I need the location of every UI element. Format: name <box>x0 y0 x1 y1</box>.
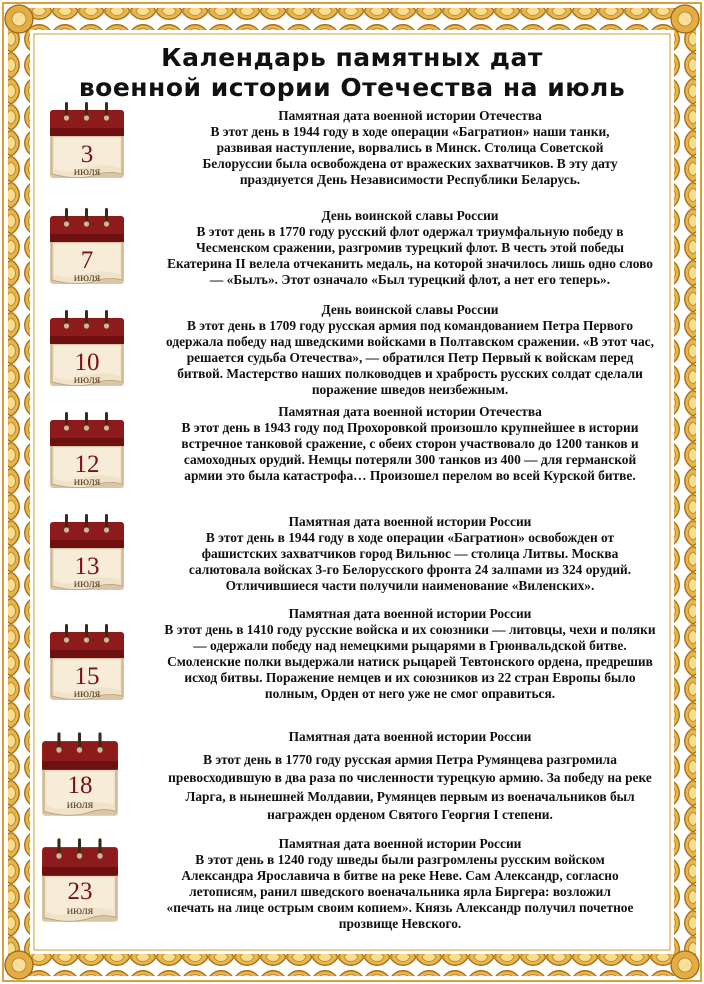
entry-text: В этот день в 1709 году русская армия под командованием Петра Первого одержала победу над шведскими войсками в Полтавском сражении. «В этот час, решается судьба Отечества», — обратился Петр Первый к войскам перед битвой. Мастерство наших полководцев и храбрость русских солдат сделали поражение шведов неизбежным. <box>166 318 654 398</box>
calendar-icon-jul-15 <box>48 620 126 702</box>
entry-jul-3 <box>150 108 670 188</box>
entry-text: В этот день в 1770 году русский флот одержал триумфальную победу в Чесменском сражении, разгромив турецкий флот. В честь этой победы Екатерина II велела отчеканить медаль, на которой значилось лишь одно слово — «Былъ». Этот означало «Был турецкий флот, а нет его теперь». <box>167 224 653 288</box>
entry-text: В этот день в 1240 году шведы были разгромлены русским войском Александра Ярославича в битве на реке Неве. Сам Александр, согласно летописям, ранил шведского военачальника ярла Биргера: возложил «печать на лице острым своим копием». Князь Александр получил почетное прозвище Невского. <box>166 852 634 932</box>
calendar-day: 13 <box>74 553 100 580</box>
page-title-line-1: Календарь памятных дат <box>161 43 543 72</box>
entry-heading: Памятная дата военной истории России <box>278 836 522 851</box>
entry-text: В этот день в 1944 году в ходе операции «Багратион» освобожден от фашистских захватчиков город Вильнюс — столица Литвы. Москва салютовала войсках 3-го Белорусского фронта 24 залпами из 324 орудий. Отличившиеся части получили наименование «Виленских». <box>188 530 632 594</box>
calendar-icon-jul-13 <box>48 510 126 592</box>
calendar-month: июля <box>66 903 94 917</box>
entry-jul-10 <box>150 302 670 399</box>
entry-heading: Памятная дата военной истории Отечества <box>278 404 542 419</box>
entry-jul-18 <box>150 728 670 825</box>
entry-heading: Памятная дата военной истории России <box>288 514 532 529</box>
entry-text: В этот день в 1944 году в ходе операции «Багратион» наши танки, развивая наступление, ворвались в Минск. Столица Советской Белоруссии была освобождена от вражеских захватчиков. В эту дату празднуется День Независимости Республики Беларусь. <box>202 124 618 188</box>
entry-heading: День воинской славы России <box>321 208 499 223</box>
calendar-day: 7 <box>80 247 94 274</box>
calendar-month: июля <box>73 270 101 284</box>
calendar-icon-jul-3 <box>48 98 126 180</box>
calendar-day: 18 <box>67 772 93 799</box>
calendar-month: июля <box>66 797 94 811</box>
entry-text: В этот день в 1410 году русские войска и их союзники — литовцы, чехи и поляки — одержали победу над немецкими рыцарями в Грюнвальдской битве. Смоленские полки выдержали натиск рыцарей Тевтонского ордена, предрешив исход битвы. Поражение немцев и их союзников из 22 стран Европы было полным, Орден от него уже не смог оправиться. <box>164 622 656 702</box>
calendar-icon-jul-23 <box>40 834 120 924</box>
calendar-icon-jul-12 <box>48 408 126 490</box>
calendar-month: июля <box>73 164 101 178</box>
calendar-day: 23 <box>67 878 93 905</box>
entry-jul-15 <box>150 606 670 703</box>
entry-heading: День воинской славы России <box>321 302 499 317</box>
calendar-icon-jul-18 <box>40 728 120 818</box>
calendar-day: 10 <box>74 349 100 376</box>
calendar-month: июля <box>73 474 101 488</box>
entry-jul-12 <box>150 404 670 484</box>
entry-jul-7 <box>150 208 670 288</box>
calendar-day: 15 <box>74 663 100 690</box>
page-title-line-2: военной истории Отечества на июль <box>78 73 626 102</box>
calendar-month: июля <box>73 372 101 386</box>
calendar-month: июля <box>73 686 101 700</box>
calendar-day: 3 <box>80 141 94 168</box>
calendar-month: июля <box>73 576 101 590</box>
entry-heading: Памятная дата военной истории России <box>288 729 532 744</box>
entry-text: В этот день в 1770 году русская армия Петра Румянцева разгромила превосходившую в два раза по численности турецкую армию. За победу на реке Ларга, в нынешней Молдавии, Румянцев первым из военачальников был награжден орденом Святого Георгия I степени. <box>168 751 652 822</box>
calendar-day: 12 <box>74 451 100 478</box>
entry-heading: Памятная дата военной истории Отечества <box>278 108 542 123</box>
entry-jul-13 <box>150 514 670 594</box>
entry-jul-23 <box>140 836 660 933</box>
calendar-icon-jul-10 <box>48 306 126 388</box>
calendar-icon-jul-7 <box>48 204 126 286</box>
entry-heading: Памятная дата военной истории России <box>288 606 532 621</box>
entry-text: В этот день в 1943 году под Прохоровкой произошло крупнейшее в истории встречное танковой сражение, с обеих сторон участвовало до 1200 танков и самоходных орудий. Немцы потеряли 300 танков из 400 — для германской армии это была катастрофа… Произошел перелом во всей Курской битве. <box>181 420 639 484</box>
